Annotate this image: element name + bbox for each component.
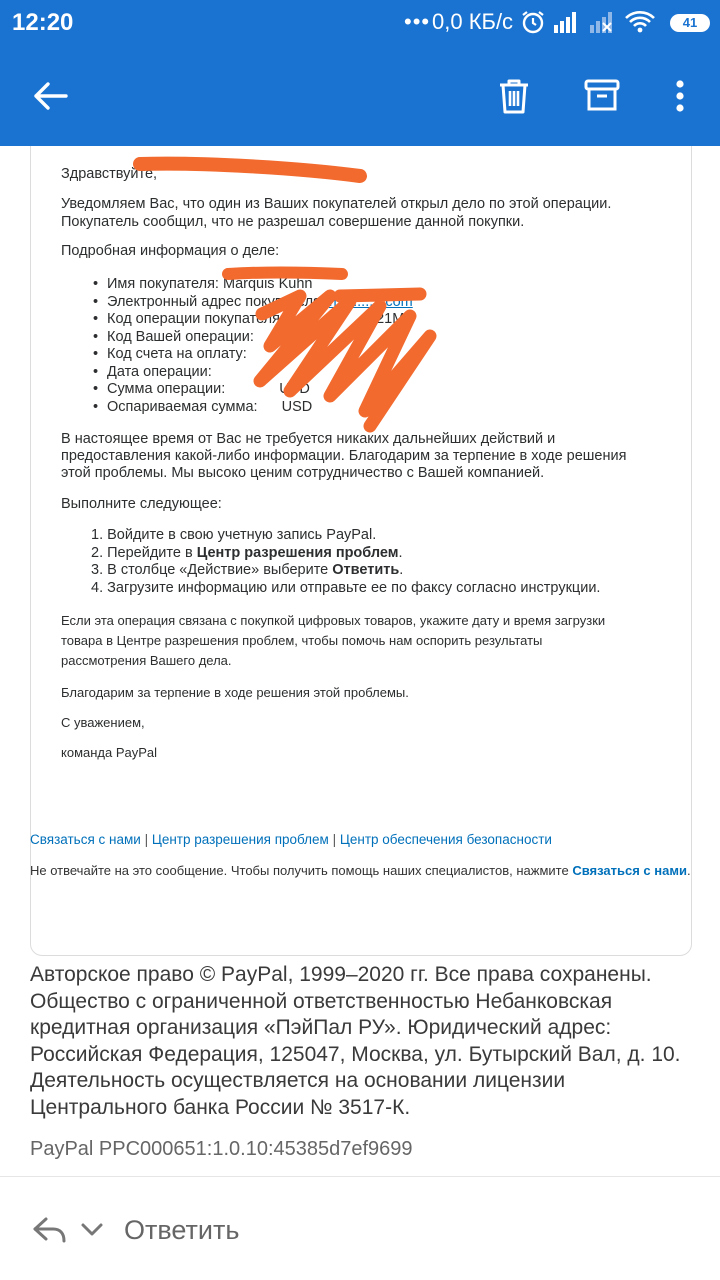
signal-icon <box>552 9 580 40</box>
detail-item: • Имя покупателя: Marquis Kuhn <box>107 276 312 294</box>
intro-line-1: Уведомляем Вас, что один из Ваших покупателей открыл дело по этой операции. <box>61 196 612 212</box>
noreply-contact-link[interactable]: Связаться с нами <box>572 863 687 878</box>
detail-item: • Дата операции: <box>107 364 212 382</box>
step-item: 1. Войдите в свою учетную запись PayPal. <box>91 527 377 543</box>
detail-item: • Оспариваемая сумма: USD <box>107 399 312 417</box>
back-button[interactable] <box>22 68 78 124</box>
chevron-down-icon[interactable] <box>80 1221 104 1244</box>
signal-off-icon <box>588 9 616 40</box>
status-bar <box>0 0 720 46</box>
wifi-icon <box>624 9 656 40</box>
reply-button[interactable]: Ответить <box>124 1215 240 1245</box>
digital-goods-line-2: товара в Центре разрешения проблем, чтобы помочь нам оспорить результаты <box>61 633 543 648</box>
delete-button[interactable] <box>486 68 542 124</box>
resolution-center-link[interactable]: Центр разрешения проблем <box>151 832 329 847</box>
thanks-text: Благодарим за терпение в ходе решения этой проблемы. <box>61 685 409 700</box>
detail-item: • Код операции покупателя: 421M <box>107 311 404 329</box>
app-bar <box>0 46 720 146</box>
copyright-text: Авторское право © PayPal, 1999–2020 гг. Все права сохранены. Общество с ограниченной ответственностью Небанковская кредитная организация «ПэйПал РУ». Юридический адрес: Российская Федерация, 125047, Москва, ул. Бутырский Вал, д. 10. Деятельность осуществляется на основании лицензии Центрального банка России № 3517-К. <box>30 963 681 1119</box>
notification-dots: ••• <box>404 9 431 34</box>
step-item: 3. В столбце «Действие» выберите Ответить. <box>91 562 404 578</box>
reply-bar <box>0 1176 720 1280</box>
no-action-line-3: этой проблемы. Мы высоко ценим сотрудничество с Вашей компанией. <box>61 465 545 481</box>
no-action-line-1: В настоящее время от Вас не требуется никаких дальнейших действий и <box>61 431 556 447</box>
ppc-code: PayPal PPC000651:1.0.10:45385d7ef9699 <box>30 1138 413 1160</box>
step-item: 2. Перейдите в Центр разрешения проблем. <box>91 544 403 561</box>
battery-indicator: 41 <box>670 14 710 32</box>
status-time: 12:20 <box>12 9 74 36</box>
security-center-link[interactable]: Центр обеспечения безопасности <box>339 832 552 847</box>
details-heading: Подробная информация о деле: <box>61 243 280 259</box>
trash-icon <box>494 76 534 116</box>
reply-icon[interactable] <box>32 1215 68 1250</box>
footer-links: Связаться с нами | Центр разрешения проблем | Центр обеспечения безопасности <box>30 832 552 847</box>
network-speed: 0,0 КБ/с <box>432 9 514 34</box>
steps-heading: Выполните следующее: <box>61 496 222 512</box>
more-options-button[interactable] <box>652 68 708 124</box>
team-signature: команда PayPal <box>61 745 158 760</box>
digital-goods-line-3: рассмотрения Вашего дела. <box>61 653 232 668</box>
contact-us-link[interactable]: Связаться с нами <box>30 832 141 847</box>
archive-button[interactable] <box>574 68 630 124</box>
digital-goods-line-1: Если эта операция связана с покупкой цифровых товаров, укажите дату и время загрузки <box>61 613 606 628</box>
regards-text: С уважением, <box>61 715 145 730</box>
step-item: 4. Загрузите информацию или отправьте ее по факсу согласно инструкции. <box>91 579 601 596</box>
detail-item: • Сумма операции: USD <box>107 381 310 399</box>
more-vert-icon <box>670 76 690 116</box>
buyer-email-link[interactable]: m...........com <box>328 293 413 310</box>
detail-item: • Электронный адрес покупателя: m...........com <box>107 294 413 312</box>
archive-icon <box>582 76 622 116</box>
no-action-line-2: предоставления какой-либо информации. Благодарим за терпение в ходе решения <box>61 448 627 464</box>
greeting: Здравствуйте, <box>61 166 158 182</box>
arrow-left-icon <box>30 76 70 116</box>
noreply-notice: Не отвечайте на это сообщение. Чтобы получить помощь наших специалистов, нажмите Связаться с нами. <box>30 863 691 878</box>
detail-item: • Код счета на оплату: <box>107 346 247 364</box>
detail-item: • Код Вашей операции: <box>107 329 254 347</box>
alarm-icon <box>520 9 546 40</box>
intro-line-2: Покупатель сообщил, что не разрешал совершение данной покупки. <box>61 214 525 230</box>
email-body <box>0 146 720 1176</box>
